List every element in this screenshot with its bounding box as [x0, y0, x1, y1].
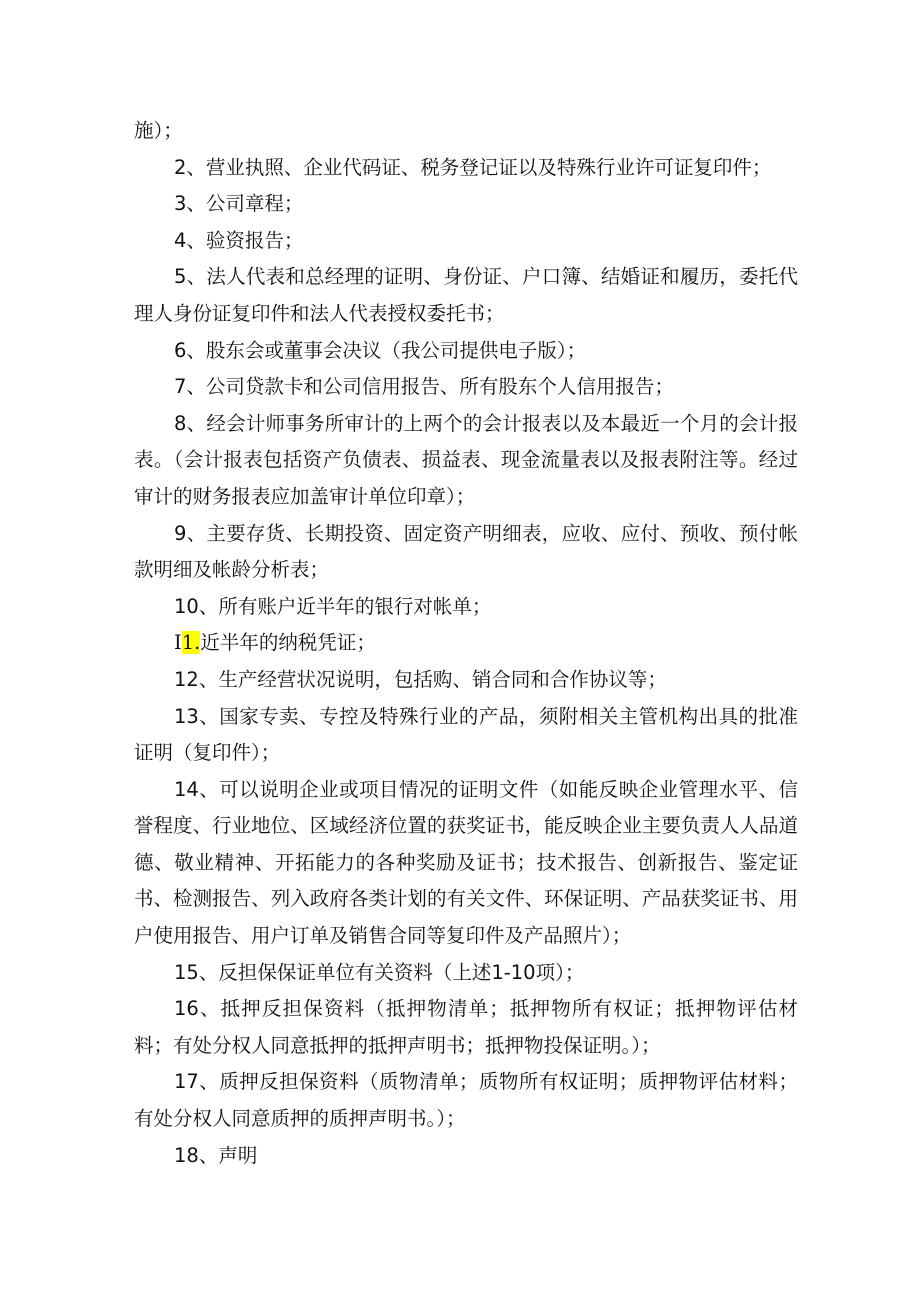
paragraph-item-4: 4、验资报告； [174, 228, 304, 252]
item-11-prefix: I [174, 631, 182, 655]
paragraph-item-7: 7、公司贷款卡和公司信用报告、所有股东个人信用报告； [174, 375, 674, 399]
paragraph-item-2: 2、营业执照、企业代码证、税务登记证以及特殊行业许可证复印件； [174, 155, 772, 179]
paragraph-item-16: 16、抵押反担保资料（抵押物清单；抵押物所有权证；抵押物评估材料；有处分权人同意抵押的抵押声明书；抵押物投保证明。）； [134, 997, 798, 1057]
item-11-text: 近半年的纳税凭证； [200, 631, 376, 655]
paragraph-item-6: 6、股东会或董事会决议（我公司提供电子版）； [174, 338, 587, 362]
paragraph-item-12: 12、生产经营状况说明，包括购、销合同和合作协议等； [174, 667, 667, 691]
document-body [134, 113, 798, 1174]
paragraph-item-5: 5、法人代表和总经理的证明、身份证、户口簿、结婚证和履历，委托代理人身份证复印件和法人代表授权委托书； [134, 265, 798, 325]
paragraph-continuation: 施）； [134, 119, 183, 142]
paragraph-item-18: 18、声明 [174, 1143, 258, 1167]
paragraph-item-17: 17、质押反担保资料（质物清单；质物所有权证明；质押物评估材料；有处分权人同意质押的质押声明书。）； [134, 1070, 798, 1131]
paragraph-item-8: 8、经会计师事务所审计的上两个的会计报表以及本最近一个月的会计报表。（会计报表包括资产负债表、损益表、现金流量表以及报表附注等。经过审计的财务报表应加盖审计单位印章）； [134, 411, 798, 508]
paragraph-item-14: 14、可以说明企业或项目情况的证明文件（如能反映企业管理水平、信誉程度、行业地位、区域经济位置的获奖证书，能反映企业主要负责人人品道德、敬业精神、开拓能力的各种奖励及证书；技术报告、创新报告、鉴定证书、检测报告、列入政府各类计划的有关文件、环保证明、产品获奖证书、用户使用报告、用户订单及销售合同等复印件及产品照片）； [134, 777, 798, 948]
paragraph-item-9: 9、主要存货、长期投资、固定资产明细表，应收、应付、预收、预付帐款明细及帐龄分析表； [134, 521, 798, 582]
paragraph-item-15: 15、反担保保证单位有关资料（上述1-10项）； [174, 960, 585, 984]
highlighted-number: 1. [181, 631, 201, 655]
paragraph-item-11 [134, 625, 798, 662]
paragraph-item-13: 13、国家专卖、专控及特殊行业的产品，须附相关主管机构出具的批准证明（复印件）； [134, 704, 798, 765]
paragraph-item-3: 3、公司章程； [174, 192, 304, 216]
paragraph-item-10: 10、所有账户近半年的银行对帐单； [174, 594, 492, 618]
